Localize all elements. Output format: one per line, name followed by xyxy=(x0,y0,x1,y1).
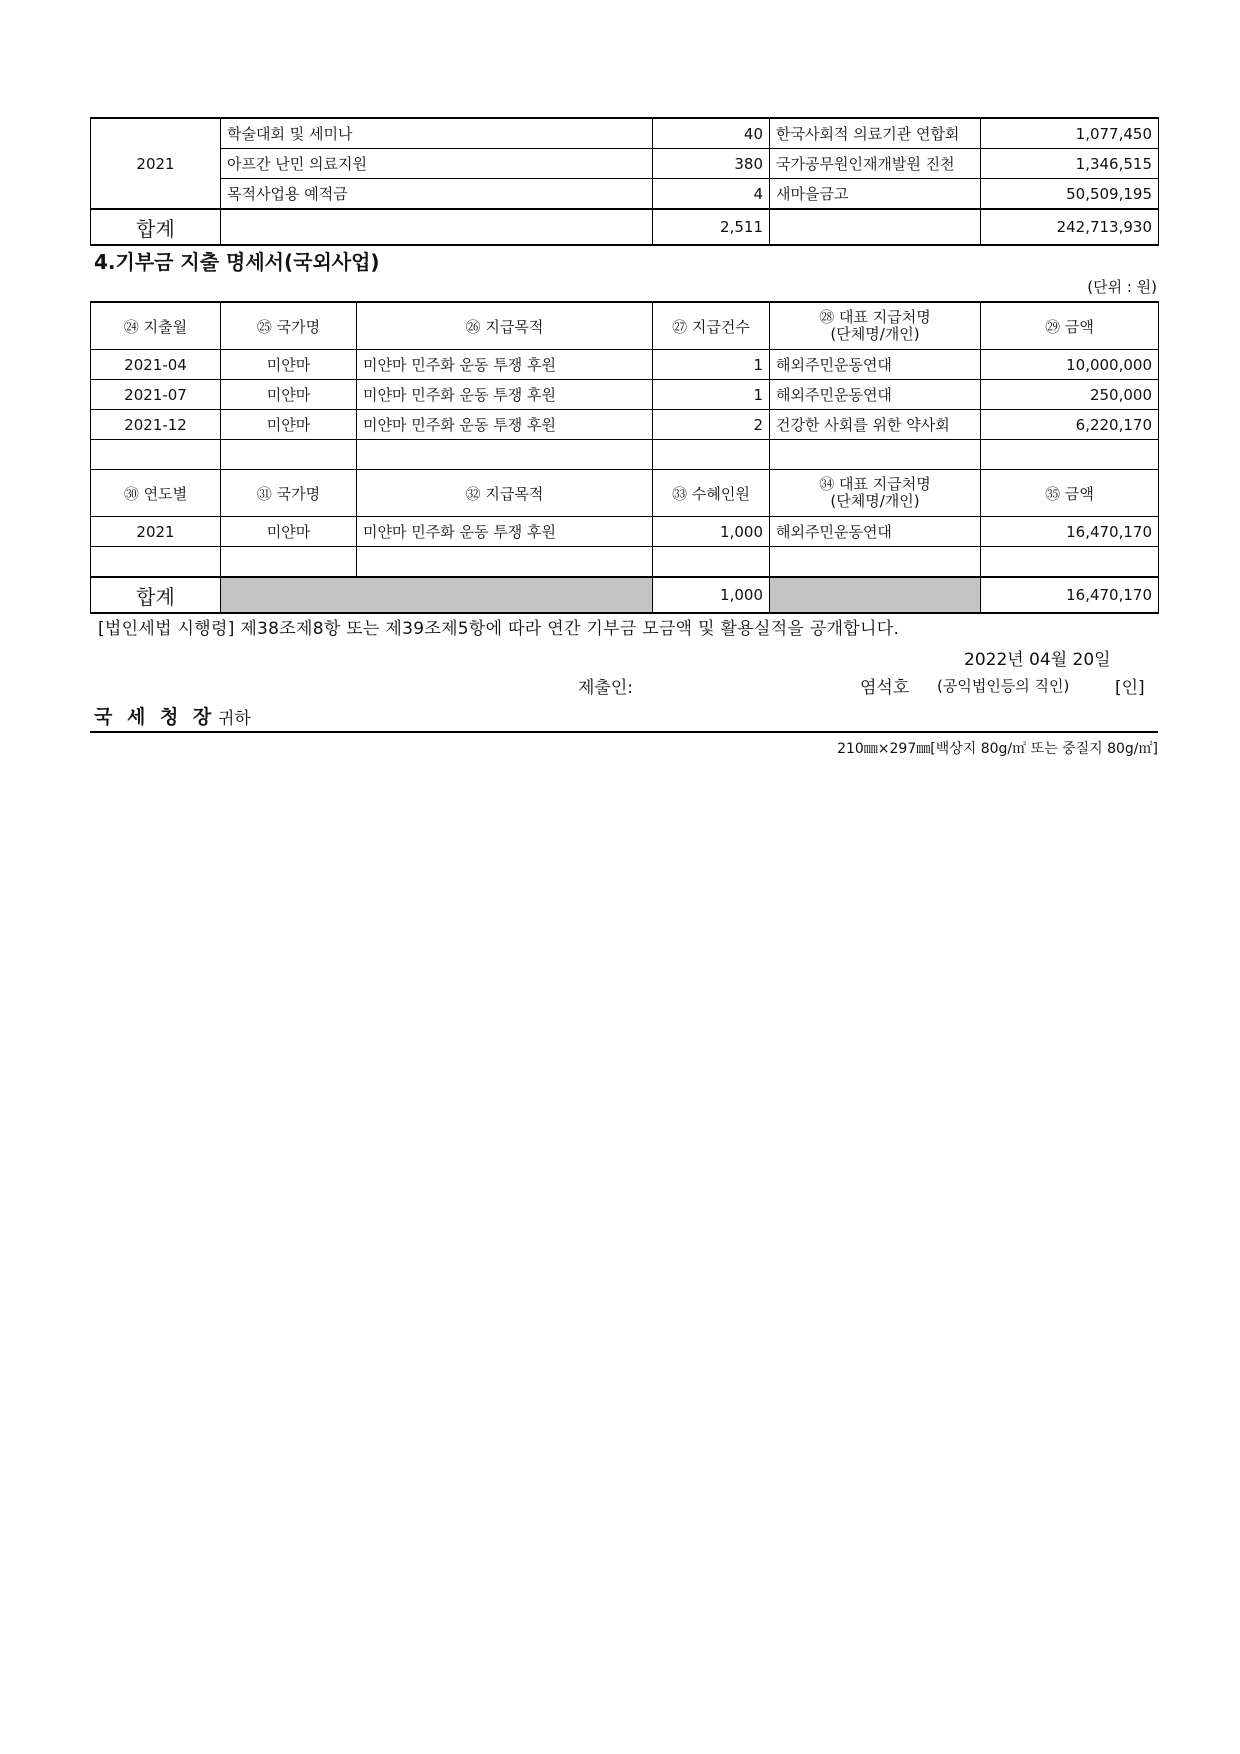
month-cell: 2021-07 xyxy=(91,380,221,410)
header-purpose: ㉖ 지급목적 xyxy=(357,302,653,350)
recipient-cell: 해외주민운동연대 xyxy=(770,517,981,547)
table-row xyxy=(91,179,1159,210)
country-cell: 미얀마 xyxy=(221,350,357,380)
header-row xyxy=(91,302,1159,350)
total-row xyxy=(91,577,1159,613)
amount-cell: 1,346,515 xyxy=(981,149,1159,179)
count-cell: 2 xyxy=(653,410,770,440)
empty-row xyxy=(91,440,1159,470)
total-count: 2,511 xyxy=(653,209,770,245)
header-recipient-line2: (단체명/개인) xyxy=(830,325,920,343)
recipient-cell: 건강한 사회를 위한 약사회 xyxy=(770,410,981,440)
table-row xyxy=(91,118,1159,149)
header-amount: ㉟ 금액 xyxy=(981,470,1159,517)
total-label: 합계 xyxy=(91,209,221,245)
header-recipient-line1: ㉘ 대표 지급처명 xyxy=(819,308,931,326)
table-row xyxy=(91,410,1159,440)
submitter-role: (공익법인등의 직인) xyxy=(937,677,1070,695)
recipient-title: 국 세 청 장 xyxy=(94,706,216,728)
header-year: ㉚ 연도별 xyxy=(91,470,221,517)
table-row xyxy=(91,517,1159,547)
count-cell: 4 xyxy=(653,179,770,210)
total-row xyxy=(91,209,1159,245)
header-beneficiaries: ㉝ 수혜인원 xyxy=(653,470,770,517)
count-cell: 1 xyxy=(653,380,770,410)
amount-cell: 1,077,450 xyxy=(981,118,1159,149)
submission-date: 2022년 04월 20일 xyxy=(964,650,1111,670)
table-row xyxy=(91,380,1159,410)
empty-row xyxy=(91,547,1159,578)
amount-cell: 10,000,000 xyxy=(981,350,1159,380)
submitter-name: 염석호 xyxy=(860,678,910,698)
year-cell: 2021 xyxy=(91,118,221,209)
amount-cell: 250,000 xyxy=(981,380,1159,410)
recipient-cell: 해외주민운동연대 xyxy=(770,380,981,410)
header-row xyxy=(91,470,1159,517)
total-beneficiaries: 1,000 xyxy=(653,577,770,613)
purpose-cell: 학술대회 및 세미나 xyxy=(221,118,653,149)
top-summary-table xyxy=(90,117,1159,246)
header-amount: ㉙ 금액 xyxy=(981,302,1159,350)
amount-cell: 6,220,170 xyxy=(981,410,1159,440)
month-cell: 2021-04 xyxy=(91,350,221,380)
honorific: 귀하 xyxy=(218,709,251,729)
table-row xyxy=(91,149,1159,179)
total-amount: 16,470,170 xyxy=(981,577,1159,613)
empty-cell xyxy=(221,209,653,245)
recipient-cell: 한국사회적 의료기관 연합회 xyxy=(770,118,981,149)
table-row xyxy=(91,350,1159,380)
recipient-cell: 새마을금고 xyxy=(770,179,981,210)
section-title: 4.기부금 지출 명세서(국외사업) xyxy=(94,250,380,274)
seal-mark: [인] xyxy=(1115,678,1145,698)
purpose-cell: 미얀마 민주화 운동 투쟁 후원 xyxy=(357,410,653,440)
header-recipient xyxy=(770,302,981,350)
purpose-cell: 미얀마 민주화 운동 투쟁 후원 xyxy=(357,517,653,547)
count-cell: 380 xyxy=(653,149,770,179)
year-cell: 2021 xyxy=(91,517,221,547)
country-cell: 미얀마 xyxy=(221,517,357,547)
shaded-cell xyxy=(221,577,653,613)
header-month: ㉔ 지출월 xyxy=(91,302,221,350)
legal-note: [법인세법 시행령] 제38조제8항 또는 제39조제5항에 따라 연간 기부금 모금액 및 활용실적을 공개합니다. xyxy=(98,619,900,639)
overseas-expenditure-table xyxy=(90,301,1159,614)
paper-spec: 210㎜×297㎜[백상지 80g/㎡ 또는 중질지 80g/㎡] xyxy=(837,741,1158,757)
unit-label: (단위 : 원) xyxy=(1087,278,1157,296)
recipient-cell: 해외주민운동연대 xyxy=(770,350,981,380)
count-cell: 40 xyxy=(653,118,770,149)
empty-cell xyxy=(770,209,981,245)
purpose-cell: 미얀마 민주화 운동 투쟁 후원 xyxy=(357,350,653,380)
month-cell: 2021-12 xyxy=(91,410,221,440)
country-cell: 미얀마 xyxy=(221,380,357,410)
header-country: ㉛ 국가명 xyxy=(221,470,357,517)
shaded-cell xyxy=(770,577,981,613)
purpose-cell: 아프간 난민 의료지원 xyxy=(221,149,653,179)
total-label: 합계 xyxy=(91,577,221,613)
header-recipient xyxy=(770,470,981,517)
header-country: ㉕ 국가명 xyxy=(221,302,357,350)
purpose-cell: 목적사업용 예적금 xyxy=(221,179,653,210)
purpose-cell: 미얀마 민주화 운동 투쟁 후원 xyxy=(357,380,653,410)
header-count: ㉗ 지급건수 xyxy=(653,302,770,350)
header-recipient-line1: ㉞ 대표 지급처명 xyxy=(819,475,931,493)
divider xyxy=(90,731,1158,733)
country-cell: 미얀마 xyxy=(221,410,357,440)
submitter-label: 제출인: xyxy=(578,678,633,698)
beneficiaries-cell: 1,000 xyxy=(653,517,770,547)
header-purpose: ㉜ 지급목적 xyxy=(357,470,653,517)
header-recipient-line2: (단체명/개인) xyxy=(830,492,920,510)
amount-cell: 16,470,170 xyxy=(981,517,1159,547)
count-cell: 1 xyxy=(653,350,770,380)
total-amount: 242,713,930 xyxy=(981,209,1159,245)
amount-cell: 50,509,195 xyxy=(981,179,1159,210)
recipient-cell: 국가공무원인재개발원 진천 xyxy=(770,149,981,179)
